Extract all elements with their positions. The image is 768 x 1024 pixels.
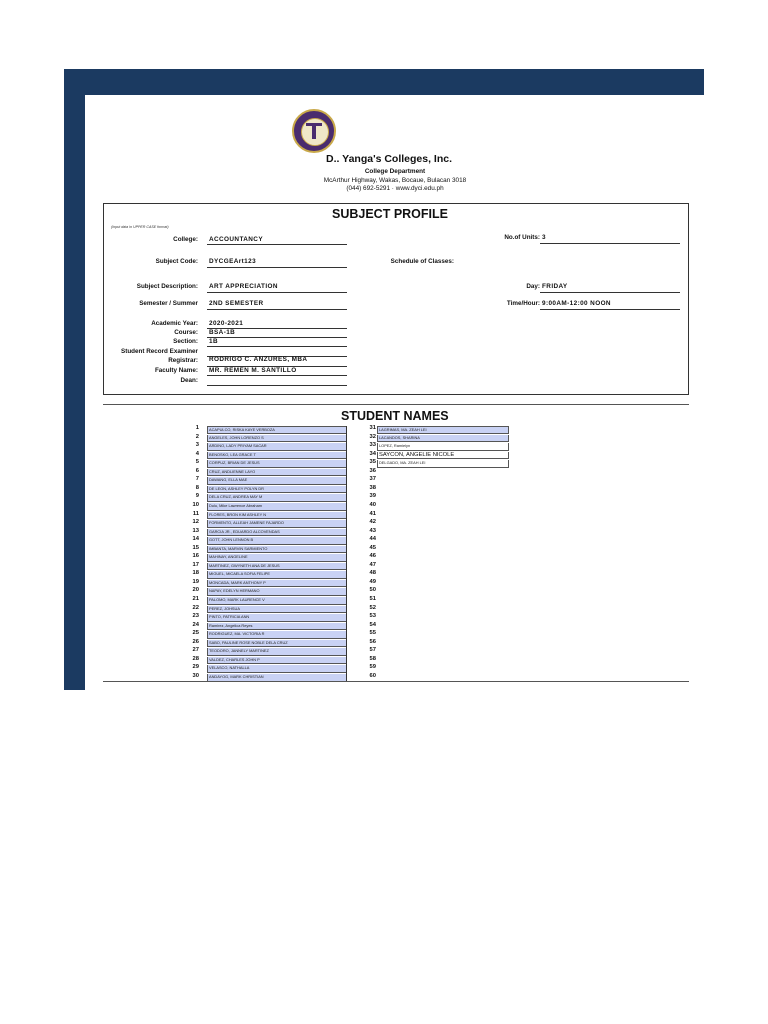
- student-number: 2: [195, 433, 199, 440]
- student-number: 27: [192, 647, 199, 654]
- student-name-cell[interactable]: PEREZ, JOHSUA: [207, 606, 347, 614]
- school-contact: (044) 692-5291 · www.dyci.edu.ph: [346, 185, 444, 192]
- course-underline: [207, 337, 347, 338]
- student-number: 25: [192, 630, 199, 637]
- student-number: 34: [369, 450, 376, 457]
- subject-description-underline: [207, 292, 347, 293]
- student-number: 33: [369, 442, 376, 449]
- student-name-cell[interactable]: SABO, PAULINE ROSE NOBLE DELA CRUZ: [207, 640, 347, 648]
- college-value[interactable]: ACCOUNTANCY: [209, 236, 263, 243]
- student-name-cell[interactable]: DE LEON, ASHLEY POLYN DR: [207, 486, 347, 494]
- student-number: 7: [195, 476, 199, 483]
- student-number: 45: [369, 544, 376, 551]
- course-value[interactable]: BSA-1B: [209, 329, 236, 336]
- college-label: College:: [173, 236, 198, 243]
- student-number: 8: [195, 484, 199, 491]
- student-number: 44: [369, 536, 376, 543]
- student-number: 6: [195, 467, 199, 474]
- student-name-cell[interactable]: IMBANTA, MARVIN SARMIENTO: [207, 546, 347, 554]
- section-value[interactable]: 1B: [209, 338, 218, 345]
- college-underline: [207, 244, 347, 245]
- semester-underline: [207, 309, 347, 310]
- subject-description-label: Subject Description:: [136, 283, 198, 290]
- student-number: 51: [369, 596, 376, 602]
- student-number: 42: [369, 519, 376, 526]
- student-number: 38: [369, 484, 376, 491]
- student-name-cell[interactable]: ACAPULCO, RISKA KAYE VERBOZA: [207, 426, 347, 434]
- student-number: 40: [369, 501, 376, 508]
- course-label: Course:: [174, 329, 198, 336]
- dean-underline: [207, 385, 347, 386]
- student-number: 28: [192, 655, 199, 662]
- student-number: 58: [369, 655, 376, 662]
- input-hint: (Input data in UPPER CASE format): [111, 225, 169, 229]
- student-number: 1: [195, 425, 199, 431]
- student-name-cell[interactable]: ANDAYOG, MARK CHRISTIAN: [207, 674, 347, 682]
- student-number: 4: [195, 450, 199, 457]
- student-name-cell[interactable]: TEODORO, JANNELY MARTINEZ: [207, 648, 347, 656]
- student-name-cell[interactable]: FLORES, BRON KIM ASHLEY N: [207, 512, 347, 520]
- student-name-cell[interactable]: CRUZ, ANDLIENNE LAYO: [207, 469, 347, 477]
- student-number: 35: [369, 459, 376, 466]
- student-number: 24: [192, 621, 199, 628]
- student-name-cell[interactable]: Dulu, Mike Lawrence Abraham: [207, 503, 347, 511]
- student-number: 12: [192, 519, 199, 526]
- student-name-cell[interactable]: Ramirez, Angelica Reyes: [207, 623, 347, 631]
- student-number: 31: [369, 425, 376, 431]
- subject-code-label: Subject Code:: [155, 258, 198, 265]
- student-name-cell[interactable]: DAWANG, ELLA MAE: [207, 477, 347, 485]
- student-number: 32: [369, 433, 376, 440]
- student-number: 53: [369, 613, 376, 620]
- units-value[interactable]: 3: [542, 234, 546, 241]
- student-number: 17: [192, 561, 199, 568]
- time-label: Time/Hour:: [506, 300, 540, 307]
- student-number: 14: [192, 536, 199, 543]
- school-name: D.. Yanga's Colleges, Inc.: [326, 153, 453, 165]
- record-examiner-label: Student Record Examiner: [121, 348, 198, 355]
- semester-label: Semester / Summer: [139, 300, 198, 307]
- student-number: 47: [369, 561, 376, 568]
- student-number: 36: [369, 467, 376, 474]
- student-number: 23: [192, 613, 199, 620]
- student-number: 19: [192, 578, 199, 585]
- student-number: 55: [369, 630, 376, 637]
- day-underline: [540, 292, 680, 293]
- units-label: No.of Units:: [504, 234, 540, 241]
- faculty-value[interactable]: MR. REMEN M. SANTILLO: [209, 367, 297, 374]
- student-name-cell[interactable]: RODRIGUEZ, MA. VICTORIA R: [207, 631, 347, 639]
- registrar-value[interactable]: RODRIGO C. ANZURES, MBA: [209, 356, 308, 363]
- student-number: 56: [369, 638, 376, 645]
- subject-code-value[interactable]: DYCGEArt123: [209, 258, 257, 265]
- student-number: 54: [369, 621, 376, 628]
- student-name-cell[interactable]: NAPAY, EDELYN HERMANO: [207, 588, 347, 596]
- student-number: 15: [192, 544, 199, 551]
- registrar-label: Registrar:: [168, 357, 198, 364]
- student-number: 10: [192, 501, 199, 508]
- student-number: 48: [369, 570, 376, 577]
- section-divider: [103, 404, 689, 405]
- student-name-cell[interactable]: PINTO, PATRICIA ANN: [207, 614, 347, 622]
- academic-year-value[interactable]: 2020-2021: [209, 320, 244, 327]
- student-name-cell[interactable]: PALOMO, MARK LAURENCE V: [207, 597, 347, 605]
- academic-year-label: Academic Year:: [151, 320, 198, 327]
- student-number: 5: [195, 459, 199, 466]
- student-number: 60: [369, 672, 376, 679]
- student-number: 43: [369, 527, 376, 534]
- subject-profile-title: SUBJECT PROFILE: [332, 207, 448, 221]
- student-name-cell[interactable]: VALDEZ, CHARLES JOHN P: [207, 657, 347, 665]
- student-name-cell[interactable]: MAHINAY, ANGELINE: [207, 554, 347, 562]
- student-name-cell[interactable]: VELASCO, NATHALLA: [207, 665, 347, 673]
- units-underline: [540, 243, 680, 244]
- student-number: 3: [195, 442, 199, 449]
- student-name-cell[interactable]: LAGRIMAS, MA. ZEAH LEI: [377, 426, 509, 434]
- student-name-cell[interactable]: GARCIA JR., EDUARDO ALCOVENDAS: [207, 529, 347, 537]
- seal-cross-stem: [312, 123, 316, 139]
- section-underline: [207, 346, 347, 347]
- student-name-cell[interactable]: CORPUZ, BRIAN DE JESUS: [207, 460, 347, 468]
- schedule-label: Schedule of Classes:: [390, 258, 454, 265]
- student-number: 41: [369, 510, 376, 517]
- student-number: 21: [192, 596, 199, 602]
- student-name-cell[interactable]: MONCADA, MARK ANTHONY P: [207, 580, 347, 588]
- student-number: 52: [369, 604, 376, 611]
- college-seal-logo: [292, 109, 336, 153]
- student-name-cell[interactable]: ARDINO, LADY PRIYAM SACAR: [207, 443, 347, 451]
- student-number: 39: [369, 493, 376, 500]
- student-number: 49: [369, 578, 376, 585]
- student-name-cell[interactable]: DELA CRUZ, ANDREA MAY M: [207, 494, 347, 502]
- student-name-cell[interactable]: GOTT, JOHN LENNON B: [207, 537, 347, 545]
- dean-label: Dean:: [180, 377, 198, 384]
- student-name-cell[interactable]: DELGADO, MA. ZEAH LEI: [377, 460, 509, 468]
- student-number: 20: [192, 587, 199, 594]
- student-list-rule: [346, 426, 347, 682]
- section-label: Section:: [173, 338, 198, 345]
- student-name-cell[interactable]: FORMENTO, ALLEAH JAMENE FAJARDO: [207, 520, 347, 528]
- student-number: 46: [369, 553, 376, 560]
- day-value[interactable]: FRIDAY: [542, 283, 568, 290]
- student-name-cell[interactable]: MARTINEZ, GWYNETH ANA DE JESUS: [207, 563, 347, 571]
- student-number: 30: [192, 672, 199, 679]
- student-name-cell[interactable]: LOPEZ, Ramielyn: [377, 443, 509, 451]
- student-name-cell[interactable]: ANGELES, JOHN LORENZO S: [207, 435, 347, 443]
- faculty-label: Faculty Name:: [154, 367, 198, 374]
- student-number: 22: [192, 604, 199, 611]
- time-value[interactable]: 9:00AM-12:00 NOON: [542, 300, 611, 307]
- student-name-cell[interactable]: MIGUEL, MICAELA SOFIA FELIPE: [207, 571, 347, 579]
- department: College Department: [364, 168, 426, 175]
- faculty-underline: [207, 375, 347, 376]
- student-number: 57: [369, 647, 376, 654]
- student-name-cell[interactable]: BENOSKO, LEA GRACE T: [207, 452, 347, 460]
- student-names-title: STUDENT NAMES: [341, 409, 449, 423]
- student-number: 13: [192, 527, 199, 534]
- time-underline: [540, 309, 680, 310]
- student-number: 59: [369, 664, 376, 671]
- student-number: 50: [369, 587, 376, 594]
- student-number: 18: [192, 570, 199, 577]
- subject-code-underline: [207, 267, 347, 268]
- school-address: McArthur Highway, Wakas, Bocaue, Bulacan 3018: [323, 177, 467, 184]
- student-number: 29: [192, 664, 199, 671]
- student-number: 26: [192, 638, 199, 645]
- subject-description-value[interactable]: ART APPRECIATION: [209, 283, 278, 290]
- student-name-cell[interactable]: SAYCON, ANGELIE NICOLE: [377, 452, 509, 460]
- student-number: 16: [192, 553, 199, 560]
- student-number: 37: [369, 476, 376, 483]
- day-label: Day:: [526, 283, 540, 290]
- student-number: 9: [195, 493, 199, 500]
- student-number: 11: [192, 510, 199, 517]
- student-name-cell[interactable]: LACANDOS, SHARINA: [377, 435, 509, 443]
- semester-value[interactable]: 2ND SEMESTER: [209, 300, 264, 307]
- bottom-divider: [103, 681, 689, 682]
